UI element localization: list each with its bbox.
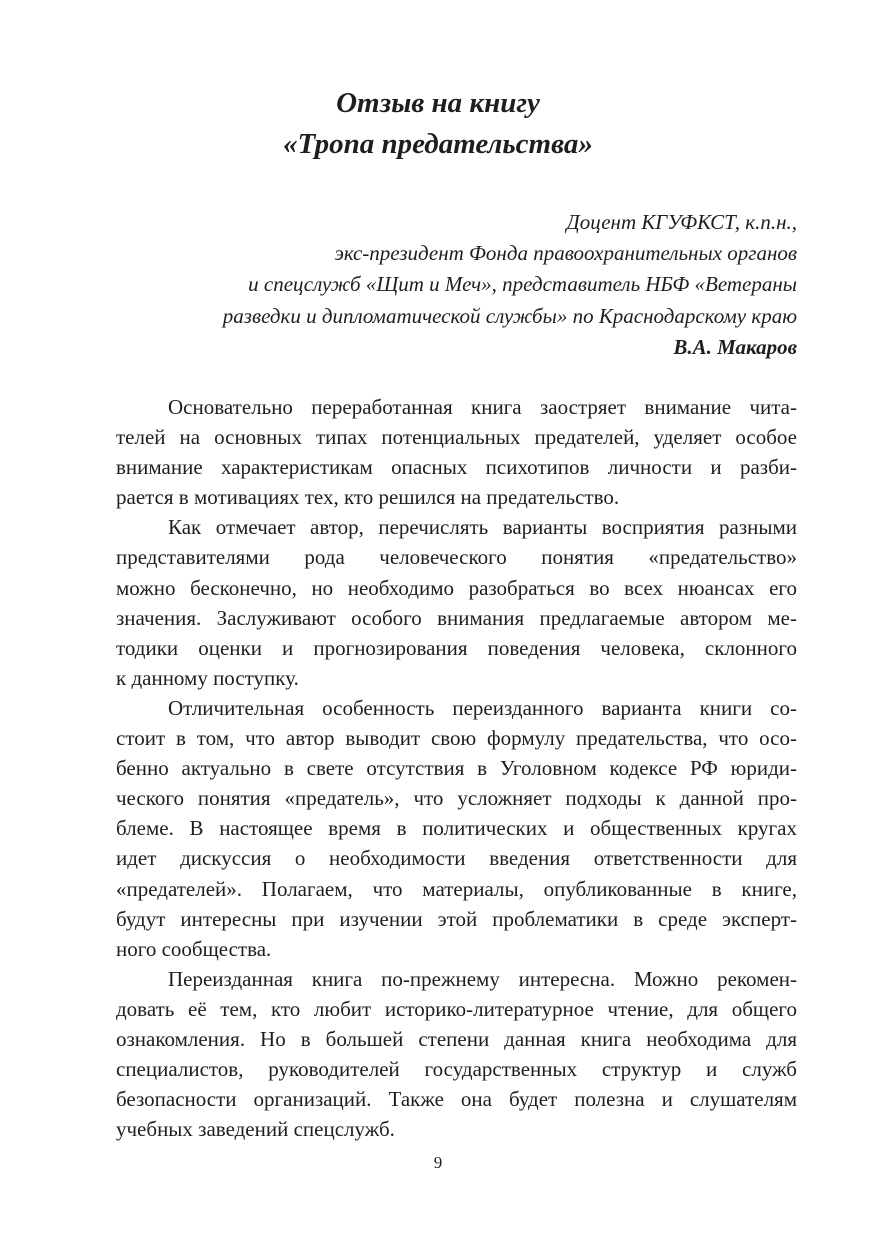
text-line: «предателей». Полагаем, что материалы, опубликованные в книге, xyxy=(116,876,797,901)
text-line: стоит в том, что автор выводит свою формулу предательства, что осо- xyxy=(116,726,797,751)
title-line-2: «Тропа предательства» xyxy=(283,128,593,160)
text-line: безопасности организаций. Также она будет полезна и слушателям xyxy=(116,1087,797,1112)
text-line: можно бесконечно, но необходимо разобраться во всех нюансах его xyxy=(116,575,797,600)
text-line: бенно актуально в свете отсутствия в Уголовном кодексе РФ юриди- xyxy=(116,756,797,781)
review-body xyxy=(116,392,797,1144)
author-line: экс-президент Фонда правоохранительных органов xyxy=(334,241,797,266)
author-name: В.А. Макаров xyxy=(673,334,797,359)
author-line: Доцент КГУФКСТ, к.п.н., xyxy=(566,210,797,234)
text-line: Основательно переработанная книга заостряет внимание чита- xyxy=(168,395,797,419)
text-line: внимание характеристикам опасных психотипов личности и разби- xyxy=(116,455,797,480)
text-line: идет дискуссия о необходимости введения ответственности для xyxy=(116,846,797,871)
text-line: учебных заведений спецслужб. xyxy=(116,1117,395,1142)
text-line: будут интересны при изучении этой проблематики в среде эксперт- xyxy=(116,906,797,931)
paragraph-1 xyxy=(116,392,797,512)
text-line: Как отмечает автор, перечислять варианты восприятия разными xyxy=(168,515,797,540)
text-line: тодики оценки и прогнозирования поведения человека, склонного xyxy=(116,635,797,660)
text-line: рается в мотивациях тех, кто решился на предательство. xyxy=(116,485,620,510)
author-line: и спецслужб «Щит и Меч», представитель НБФ «Ветераны xyxy=(248,272,797,297)
title-line-1: Отзыв на книгу xyxy=(336,87,540,119)
text-line: Переизданная книга по-прежнему интересна. Можно рекомен- xyxy=(168,966,797,991)
text-line: специалистов, руководителей государственных структур и служб xyxy=(116,1057,797,1082)
paragraph-4 xyxy=(116,964,797,1145)
text-line: ного сообщества. xyxy=(116,936,272,961)
paragraph-3 xyxy=(116,693,797,964)
paragraph-2 xyxy=(116,512,797,693)
text-line: представителями рода человеческого понятия «предательство» xyxy=(116,545,797,570)
text-line: довать её тем, кто любит историко-литературное чтение, для общего xyxy=(116,996,797,1021)
text-line: ознакомления. Но в большей степени данная книга необходима для xyxy=(116,1026,797,1051)
text-line: блеме. В настоящее время в политических и общественных кругах xyxy=(116,816,797,841)
author-line: разведки и дипломатической службы» по Краснодарскому краю xyxy=(222,303,797,328)
text-line: к данному поступку. xyxy=(116,665,299,690)
page-number: 9 xyxy=(433,1153,443,1172)
author-attribution xyxy=(116,207,797,363)
text-line: ческого понятия «предатель», что усложняет подходы к данной про- xyxy=(116,786,797,811)
text-line: Отличительная особенность переизданного варианта книги со- xyxy=(168,695,797,720)
text-line: значения. Заслуживают особого внимания предлагаемые автором ме- xyxy=(116,605,797,630)
text-line: телей на основных типах потенциальных предателей, уделяет особое xyxy=(116,425,797,450)
